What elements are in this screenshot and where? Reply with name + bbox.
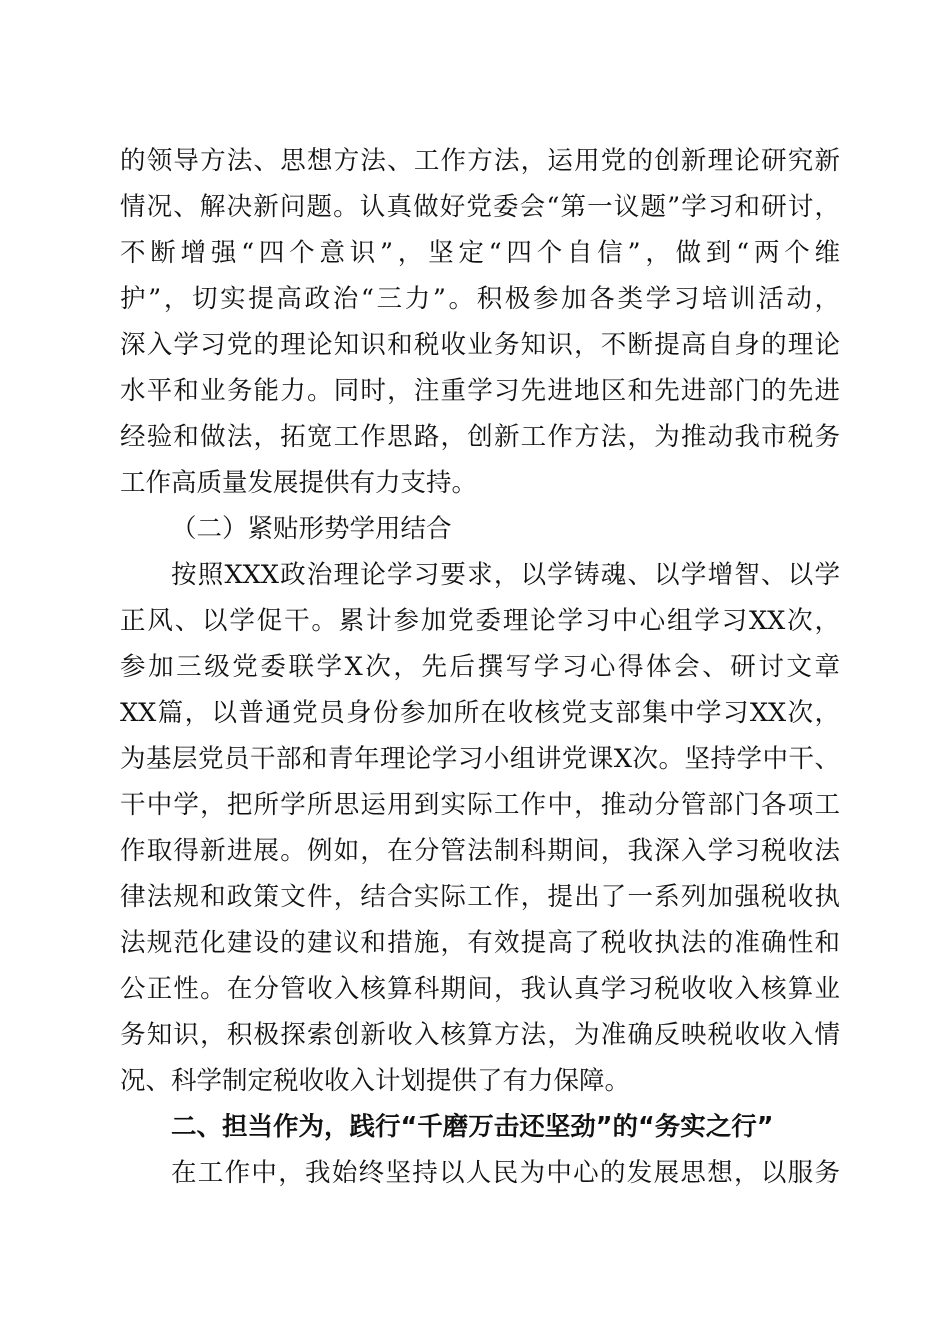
body-line: 经验和做法，拓宽工作思路，创新工作方法，为推动我市税务: [120, 422, 840, 452]
body-line: 参加三级党委联学X次，先后撰写学习心得体会、研讨文章: [120, 652, 840, 682]
body-line: 深入学习党的理论知识和税收业务知识，不断提高自身的理论: [120, 330, 840, 360]
section-heading-2: （二）紧贴形势学用结合: [171, 514, 452, 544]
body-line: 正风、以学促干。累计参加党委理论学习中心组学习XX次，: [120, 606, 840, 636]
body-line: 情况、解决新问题。认真做好党委会“第一议题”学习和研讨，: [120, 192, 840, 222]
body-line: XX篇，以普通党员身份参加所在收核党支部集中学习XX次，: [120, 698, 840, 728]
paragraph-first-line: 在工作中，我始终坚持以人民为中心的发展思想，以服务: [171, 1158, 840, 1188]
body-line-last: 工作高质量发展提供有力支持。: [120, 468, 478, 498]
body-line: 护”，切实提高政治“三力”。积极参加各类学习培训活动，: [120, 284, 840, 314]
body-line: 法规范化建设的建议和措施，有效提高了税收执法的准确性和: [120, 928, 840, 958]
body-line: 不断增强“四个意识”，坚定“四个自信”，做到“两个维: [120, 238, 840, 268]
body-line: 公正性。在分管收入核算科期间，我认真学习税收收入核算业: [120, 974, 840, 1004]
chapter-heading: 二、担当作为，践行“千磨万击还坚劲”的“务实之行”: [171, 1112, 774, 1142]
paragraph-first-line: 按照XXX政治理论学习要求，以学铸魂、以学增智、以学: [171, 560, 840, 590]
body-line: 律法规和政策文件，结合实际工作，提出了一系列加强税收执: [120, 882, 840, 912]
body-line: 干中学，把所学所思运用到实际工作中，推动分管部门各项工: [120, 790, 840, 820]
body-line: 水平和业务能力。同时，注重学习先进地区和先进部门的先进: [120, 376, 840, 406]
body-line: 务知识，积极探索创新收入核算方法，为准确反映税收收入情: [120, 1020, 840, 1050]
body-line: 为基层党员干部和青年理论学习小组讲党课X次。坚持学中干、: [120, 744, 840, 774]
body-line-last: 况、科学制定税收收入计划提供了有力保障。: [120, 1066, 631, 1096]
body-line: 作取得新进展。例如，在分管法制科期间，我深入学习税收法: [120, 836, 840, 866]
body-line: 的领导方法、思想方法、工作方法，运用党的创新理论研究新: [120, 146, 840, 176]
